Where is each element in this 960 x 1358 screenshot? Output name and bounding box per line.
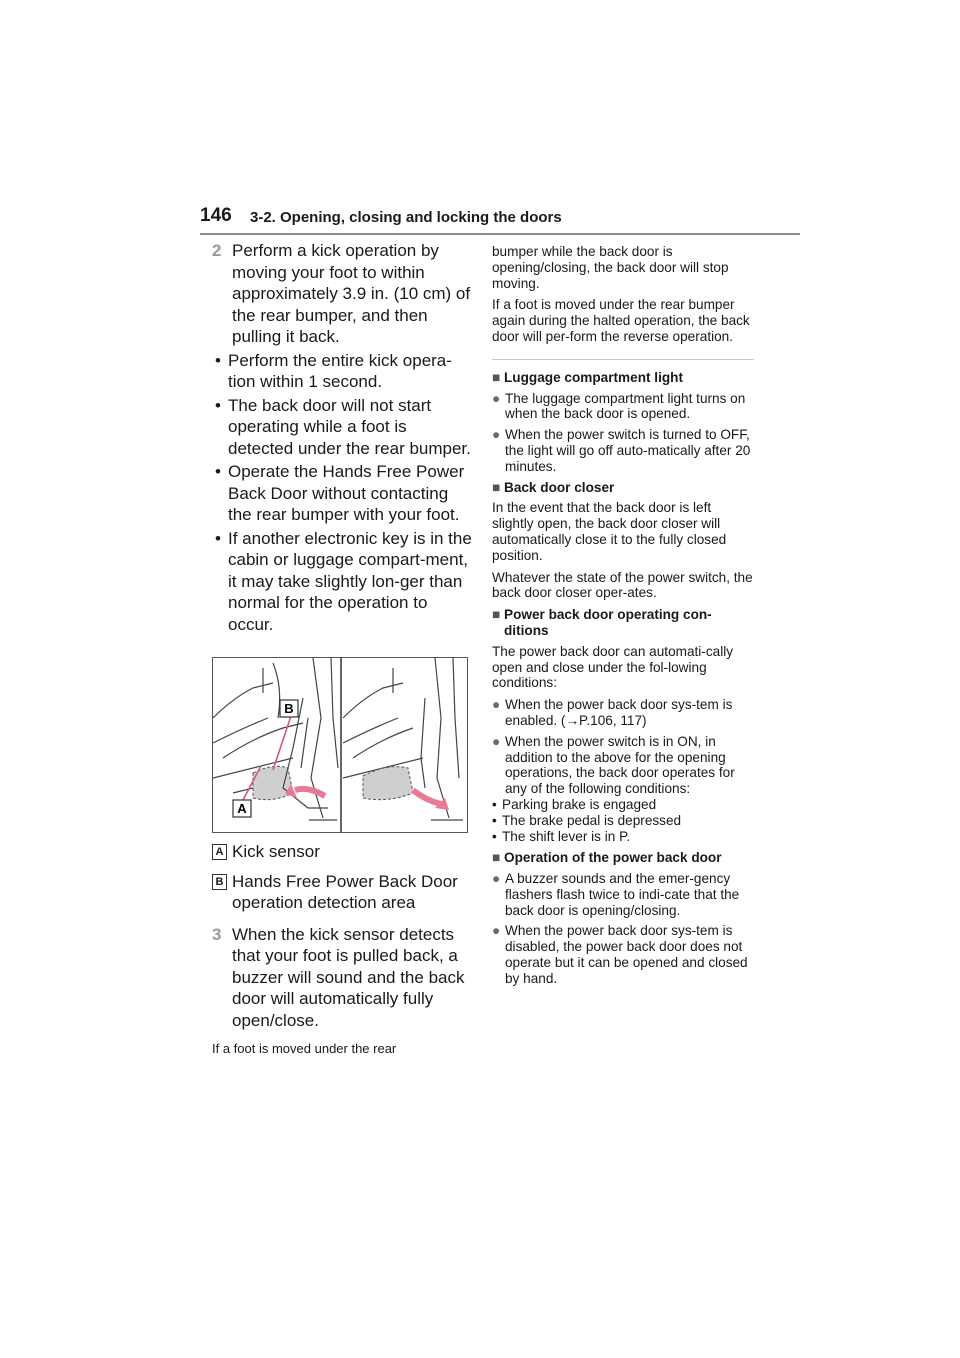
legend-text: Kick sensor	[232, 842, 320, 861]
step-2	[212, 240, 474, 348]
legend-detection-area	[212, 871, 474, 914]
step-number: 3	[212, 924, 222, 944]
note-continuation: bumper while the back door is opening/closing, the back door will stop moving.	[492, 244, 729, 291]
left-column	[212, 240, 474, 1057]
square-glyph: ■	[492, 607, 501, 623]
paragraph: In the event that the back door is left slightly open, the back door closer will automatically close it to the fully closed position.	[492, 500, 727, 563]
square-glyph: ■	[492, 479, 501, 495]
kick-operation-illustration	[212, 657, 468, 833]
circle-glyph: ●	[492, 733, 501, 749]
bullet-item	[212, 395, 474, 460]
item-text: When the power back door sys-tem is disabled, the power back door does not operate but it can be opened and closed by hand.	[505, 923, 748, 986]
bullet-text: Perform the entire kick opera-tion within 1 second.	[228, 350, 452, 391]
car-bumper-right	[343, 668, 423, 778]
pointer-b	[273, 716, 291, 770]
paragraph: The power back door can automati-cally open and close under the fol-lowing conditions:	[492, 643, 734, 691]
illustration-svg	[213, 658, 467, 832]
dash-glyph: •	[492, 812, 497, 828]
label-a: A	[237, 801, 247, 816]
item-text: When the power back door sys-tem is enabled. (→P.106, 117)	[505, 697, 733, 728]
label-b: B	[284, 701, 294, 716]
circle-glyph: ●	[492, 390, 501, 406]
square-glyph: ■	[492, 369, 501, 385]
sub-item	[492, 797, 754, 813]
legend-badge: A	[212, 844, 227, 860]
legend-kick-sensor	[212, 841, 474, 863]
bullet-glyph: •	[215, 528, 221, 548]
bullet-text: Operate the Hands Free Power Back Door without contacting the rear bumper with your foot.	[228, 462, 465, 524]
bullet-glyph: •	[215, 462, 221, 481]
section-title: 3-2. Opening, closing and locking the doors	[250, 209, 562, 226]
sub-item-text: The brake pedal is depressed	[502, 812, 682, 828]
list-item	[492, 871, 754, 918]
dash-glyph: •	[492, 828, 497, 844]
heading-text: Power back door operating con-ditions	[504, 607, 712, 638]
note-text: If a foot is moved under the rear	[212, 1041, 397, 1056]
heading-text: Operation of the power back door	[504, 850, 722, 866]
heading-operating-conditions	[492, 607, 754, 639]
item-text: When the power switch is turned to OFF, the light will go off auto-matically after 20 minutes.	[505, 427, 751, 474]
bullet-text: If another electronic key is in the cabin or luggage compart-ment, it may take slightly lon-ger than normal for the operation to occur.	[228, 528, 472, 634]
item-text: A buzzer sounds and the emer-gency flashers flash twice to indi-cate that the back door is opening/closing.	[505, 871, 740, 918]
sub-item	[492, 829, 754, 845]
bullet-glyph: •	[215, 350, 221, 370]
bullet-item	[212, 528, 474, 636]
item-text: The luggage compartment light turns on when the back door is opened.	[505, 390, 746, 422]
heading-power-back-door-operation	[492, 850, 754, 866]
list-item	[492, 923, 754, 986]
kick-arrow-left	[295, 789, 325, 796]
heading-text: Luggage compartment light	[504, 369, 683, 385]
circle-glyph: ●	[492, 427, 501, 443]
section-divider	[492, 359, 754, 360]
step-3	[212, 924, 474, 1032]
dash-glyph: •	[492, 796, 497, 812]
square-glyph: ■	[492, 850, 501, 866]
legend-text: Hands Free Power Back Door operation detection area	[232, 871, 458, 912]
step-text: When the kick sensor detects that your foot is pulled back, a buzzer will sound and the back door will automatically fully open/close.	[232, 924, 465, 1030]
legend-badge: B	[212, 874, 227, 890]
step-text: Perform a kick operation by moving your foot to within approximately 3.9 in. (10 cm) of the rear bumper, and then pulling it back.	[232, 241, 471, 346]
heading-text: Back door closer	[504, 479, 615, 495]
note-reverse-operation: If a foot is moved under the rear bumper again during the halted operation, the back door will per-form the reverse operation.	[492, 297, 750, 344]
bullet-text: The back door will not start operating while a foot is detected under the rear bumper.	[228, 395, 471, 458]
list-item	[492, 427, 754, 474]
legs-right	[421, 658, 463, 820]
header-divider	[200, 233, 800, 235]
sub-item	[492, 813, 754, 829]
circle-glyph: ●	[492, 697, 501, 713]
sub-item-text: The shift lever is in P.	[502, 828, 631, 844]
paragraph: Whatever the state of the power switch, the back door closer oper-ates.	[492, 569, 753, 601]
circle-glyph: ●	[492, 923, 501, 939]
page-number: 146	[200, 205, 232, 226]
list-item	[492, 697, 754, 729]
right-column	[492, 244, 754, 992]
kick-arrow-right	[413, 790, 441, 804]
step-number: 2	[212, 241, 222, 260]
item-text: When the power switch is in ON, in addition to the above for the opening operations, the back door operates for any of the following conditions:	[505, 733, 735, 797]
bullet-item	[212, 350, 474, 393]
bullet-item	[212, 461, 474, 526]
heading-luggage-light	[492, 370, 754, 386]
circle-glyph: ●	[492, 871, 501, 887]
list-item	[492, 391, 754, 423]
heading-door-closer	[492, 480, 754, 496]
list-item	[492, 734, 754, 797]
bullet-glyph: •	[215, 395, 221, 415]
sub-item-text: Parking brake is engaged	[502, 796, 657, 812]
